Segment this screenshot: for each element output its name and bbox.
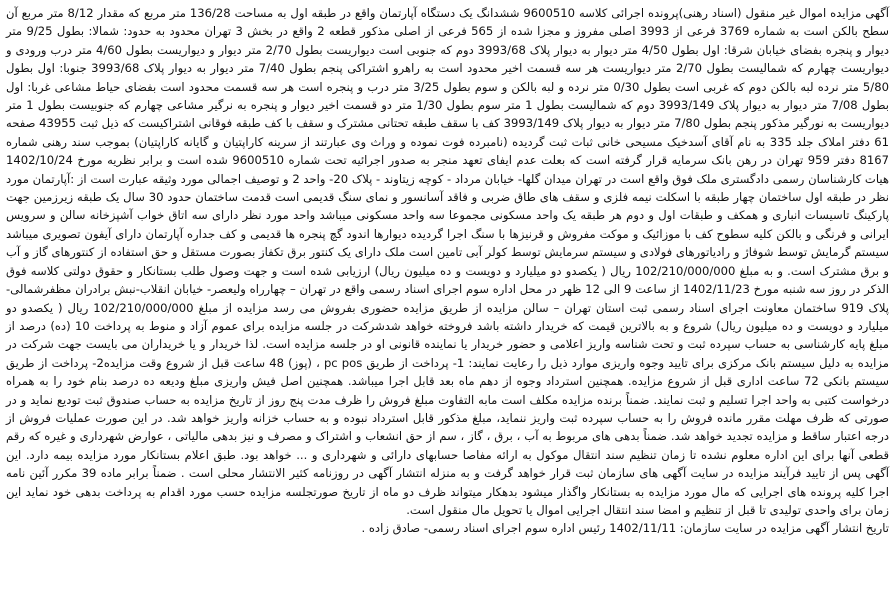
notice-footer: تاریخ انتشار آگهی مزایده در سایت سازمان: 1402/11/11 رئیس اداره سوم اجرای اسناد رسمی- صادق زاده . (361, 521, 889, 536)
notice-body: آگهی مزایده اموال غیر منقول (اسناد رهنی)پرونده اجرائی کلاسه 9600510 ششدانگ یک دستگاه آپارتمان واقع در طبقه اول به مساحت 136/28 متر مربع که مقدار 8/12 متر مربع آن سطح بالکن است به شماره 3769 فرعی از 3993 اصلی مفروز و مجزا شده از 565 فرعی از اصلی مذکور قطعه 2 واقع در بخش 3 تهران محدود به حدود: شمالا: بطول 9/25 متر دیوار و پنجره بفضای خیابان شرقا: اول بطول 4/50 متر دیوار به دیوار پلاک 3993/68 دوم که جنوبی است دیواریست بطول 2/70 متر دیوار و دیواریست بطول 4/60 متر درب ورودی و دیواریست چهارم که شمالیست بطول 2/70 متر دیواریست هر سه قسمت اخیر محدود است به راهرو اشتراکی پنجم بطول 7/40 متر دیوار به دیوار پلاک 3993/68 جنوبا: اول بطول 5/80 متر نرده لبه بالکن دوم که غربی است بطول 0/30 متر نرده و لبه بالکن و سوم بطول 3/25 متر درب و پنجره است هر سه قسمت محدود است بفضای حیاط مشاعی غربا: اول بطول 7/08 متر دیوار به دیوار پلاک 3993/149 دوم که شمالیست بطول 1 متر سوم بطول 1/30 متر دو قسمت اخیر دیوار و پنجره به نرگیر مشاعی چهارم که جنوبیست بطول 1 متر دیواریست به نورگیر مذکور پنجم بطول 7/80 متر دیوار به دیوار پلاک 3993/149 کف با سقف طبقه تحتانی مشترک و سقف با کف طبقه فوقانی اشتراکیست که ذیل ثبت 43955 صفحه 61 دفتر املاک جلد 335 به نام آقای آسدخیک مسیحی خانی ثبات ثبت گردیده (نامبرده فوت نموده و وراث وی عبارتند از سرینه کاراپتیان و گایانه کاراپتیان) بموجب سند رهنی شماره 8167 دفتر 959 تهران در رهن بانک سرمایه قرار گرفته است که بعلت عدم ایفای تعهد منجر به صدور اجرائیه تحت شماره 9600510 شده است و برابر نظریه مورخ 1402/10/24 هیات کارشناسان رسمی دادگستری ملک فوق واقع است در تهران میدان گلها- خیابان مرداد - کوچه زیتاوند - پلاک 20- واحد 2 و توصیف اجمالی مورد وثیقه عبارت است از :آپارتمان مورد نظر در طبقه اول ساختمان چهار طبقه با اسکلت نیمه فلزی و سقف های طاق ضربی و فاقد آسانسور و نمای سنگ قدیمی است قدمت ساختمان حدود 30 سال یک طبقه زیرزمین جهت پارکینگ تاسیسات انباری و همکف و طبقات اول و دوم هر طبقه یک واحد مسکونی مجموعا سه واحد مسکونی میباشد واحد مورد نظر دارای سه اتاق خواب آشپزخانه سالن و سرویس ایرانی و فرنگی و بالکن کلیه سطوح کف با موزائیک و موکت مفروش و قرنیزها با سنگ اجرا گردیده دیوارها اندود گچ پنجره ها قدیمی و کف جداره آپارتمان دارای آیفون تصویری میباشد سیستم گرمایش توسط شوفاژ و رادیاتورهای فولادی و سیستم سرمایش توسط کولر آبی تامین است ملک دارای یک کنتور برق تکفاز بصورت مستقل و حق استفاده از کنتورهای گاز و آب و برق مشترک است. و به مبلغ 102/210/000/000 ریال ( یکصدو دو میلیارد و دویست و ده میلیون ریال) ارزیابی شده است و جهت وصول طلب بستانکار و حقوق دولتی کلاسه فوق الذکر در روز سه شنبه مورخ 1402/11/23 از ساعت 9 الی 12 ظهر در محل اداره سوم اجرای اسناد رسمی واقع در تهران – چهارراه ولیعصر- خیابان انقلاب-نبش برادران مظفرشمالی- پلاک 919 ساختمان معاونت اجرای اسناد رسمی ثبت استان تهران – سالن مزایده از طریق مزایده حضوری بفروش می رسد مزایده از مبلغ 102/210/000/000 ریال ( یکصدو دو میلیارد و دویست و ده میلیون ریال) شروع و به بالاترین قیمت که خریدار داشته باشد فروخته خواهد شدشرکت در جلسه مزایده برای عموم آزاد و منوط به پرداخت 10 (ده) درصد از مبلغ پایه کارشناسی به حساب سپرده ثبت و تحت شناسه واریز اعلامی و حضور خریدار یا نماینده قانونی او در جلسه مزایده است. لذا خریدار و یا خریداران می بایست جهت شرکت در مزایده به دلیل سیستم بانک مرکزی برای تایید وجوه واریزی موارد ذیل را رعایت نمایند: 1- پرداخت از طریق pc pos ، (پوز) 48 ساعت قبل از شروع وقت مزایده2- پرداخت از طریق سیستم بانکی 72 ساعت اداری قبل از شروع مزایده. همچنین استرداد وجوه از دهم ماه بعد قابل اجرا میباشد. همچنین اصل فیش واریزی مبلغ ودیعه ده درصد بنام خود را به همراه درخواست کتبی به واحد اجرا تسلیم و ثبت نمایند. ضمناً برنده مزایده مکلف است مابه التفاوت مبلغ فروش را ظرف مدت پنج روز از تاریخ مزایده به حساب صندوق ثبت تودیع نماید و در صورتی که ظرف مهلت مقرر مانده فروش را به حساب سپرده ثبت واریز ننماید، مبلغ مذکور قابل استرداد نبوده و به حساب خزانه واریز خواهد شد. در این صورت عملیات فروش از درجه اعتبار ساقط و مزایده تجدید خواهد شد. ضمناً بدهی های مربوط به آب ، برق ، گاز ، سم از حق انشعاب و اشتراک و مصرف و نیز بدهی مالیاتی ، عوارض شهرداری و غیره که رقم قطعی آنها برای این اداره معلوم نشده تا زمان تنظیم سند انتقال موکول به ارائه مفاصا حسابهای دارائی و شهرداری و ... خواهد بود. طبق اعلام بستانکار مورد مزایده بیمه دارد. این آگهی پس از تایید فرآیند مزایده در سایت آگهی های سازمان ثبت قرار خواهد گرفت و به منزله انتشار آگهی در روزنامه کثیر الانتشار محلی است . ضمناً برابر ماده 39 مکرر آئین نامه اجرا کلیه پرونده های اجرایی که مال مورد مزایده به بستانکار واگذار میشود بدهکار میتواند ظرف دو ماه از تاریخ صورتجلسه مزایده حسب مورد اقدام به پرداخت بدهی خود نماید این زمان برای واحدی تولیدی تا قبل از تنظیم و امضا سند انتقال اجرایی اموال یا تحویل مال منقول است. (6, 6, 890, 517)
